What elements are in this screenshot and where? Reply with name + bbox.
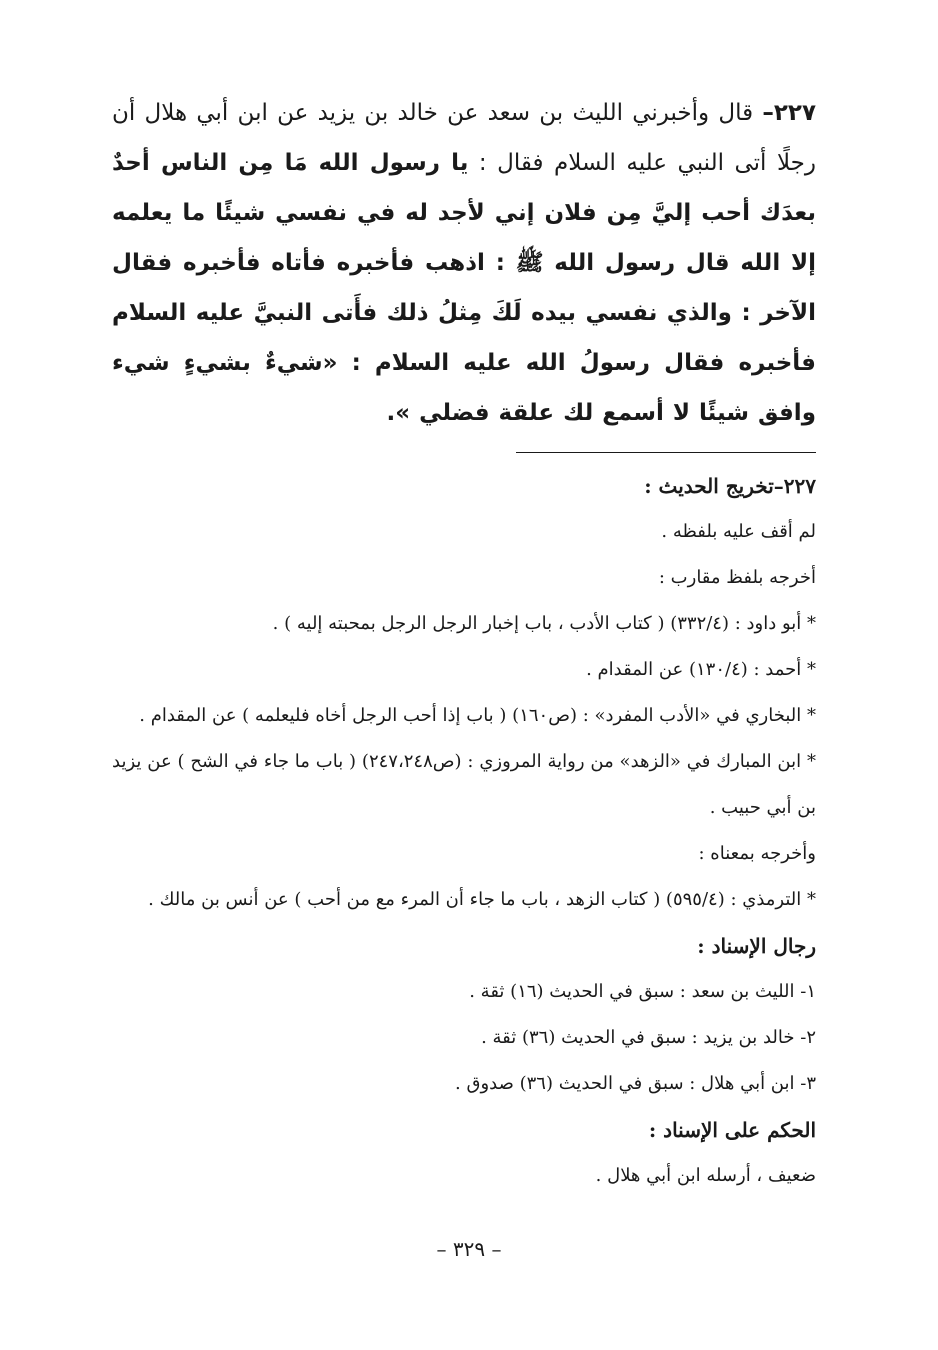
rijal-item: ٢- خالد بن يزيد : سبق في الحديث (٣٦) ثقة . (481, 1027, 816, 1048)
note-line: * البخاري في «الأدب المفرد» : (ص١٦٠) ( باب إذا أحب الرجل أخاه فليعلمه ) عن المقدام . (139, 705, 816, 726)
hadith-number: ٢٢٧– (762, 100, 816, 126)
hukm-text: ضعيف ، أرسله ابن أبي هلال . (595, 1165, 816, 1186)
footnote-separator (516, 452, 816, 453)
rijal-item: ١- الليث بن سعد : سبق في الحديث (١٦) ثقة . (469, 981, 816, 1002)
hadith-matn: يا رسول الله مَا مِن الناس أحدٌ بعدَك أحب إليَّ مِن فلان إني لأجد له في نفسي شيئًا ما يعلمه إلا الله قال رسول الله ﷺ : اذهب فأخبره فأتاه فأخبره فقال الآخر : والذي نفسي بيده لَكَ مِثلُ ذلك فأَتى النبيَّ عليه السلام فأخبره فقال رسولُ الله عليه السلام : «شيءٌ بشيءٍ شيء وافق شيئًا لا أسمع لك علقة فضلي ». (112, 150, 816, 426)
note-line: * أحمد : (١٣٠/٤) عن المقدام . (586, 659, 816, 680)
footnote-separator-wrap (112, 438, 816, 463)
page-number: – ٣٢٩ – (436, 1237, 502, 1261)
note-line: لم أقف عليه بلفظه . (661, 521, 816, 542)
hadith-text (112, 88, 816, 438)
note-line: وأخرجه بمعناه : (698, 843, 816, 864)
note-line: * الترمذي : (٥٩٥/٤) ( كتاب الزهد ، باب ما جاء أن المرء مع من أحب ) عن أنس بن مالك . (148, 889, 816, 910)
takhrij-heading: ٢٢٧–تخريج الحديث : (644, 474, 816, 498)
note-line: * أبو داود : (٣٣٢/٤) ( كتاب الأدب ، باب إخبار الرجل الرجل بمحبته إليه ) . (272, 613, 816, 634)
hadith-lead: قال وأخبرني الليث بن سعد عن خالد بن يزيد عن ابن أبي هلال أن رجلًا أتى النبي عليه السلام فقال : (112, 100, 816, 176)
hukm-heading: الحكم على الإسناد : (648, 1118, 816, 1142)
footnotes (112, 463, 816, 1199)
document-page (112, 88, 816, 1318)
rijal-heading: رجال الإسناد : (697, 934, 816, 958)
note-line: * ابن المبارك في «الزهد» من رواية المروزي : (ص٢٤٧،٢٤٨) ( باب ما جاء في الشح ) عن يزيد بن أبي حبيب . (112, 751, 816, 818)
rijal-item: ٣- ابن أبي هلال : سبق في الحديث (٣٦) صدوق . (455, 1073, 816, 1094)
note-line: أخرجه بلفظ مقارب : (658, 567, 816, 588)
